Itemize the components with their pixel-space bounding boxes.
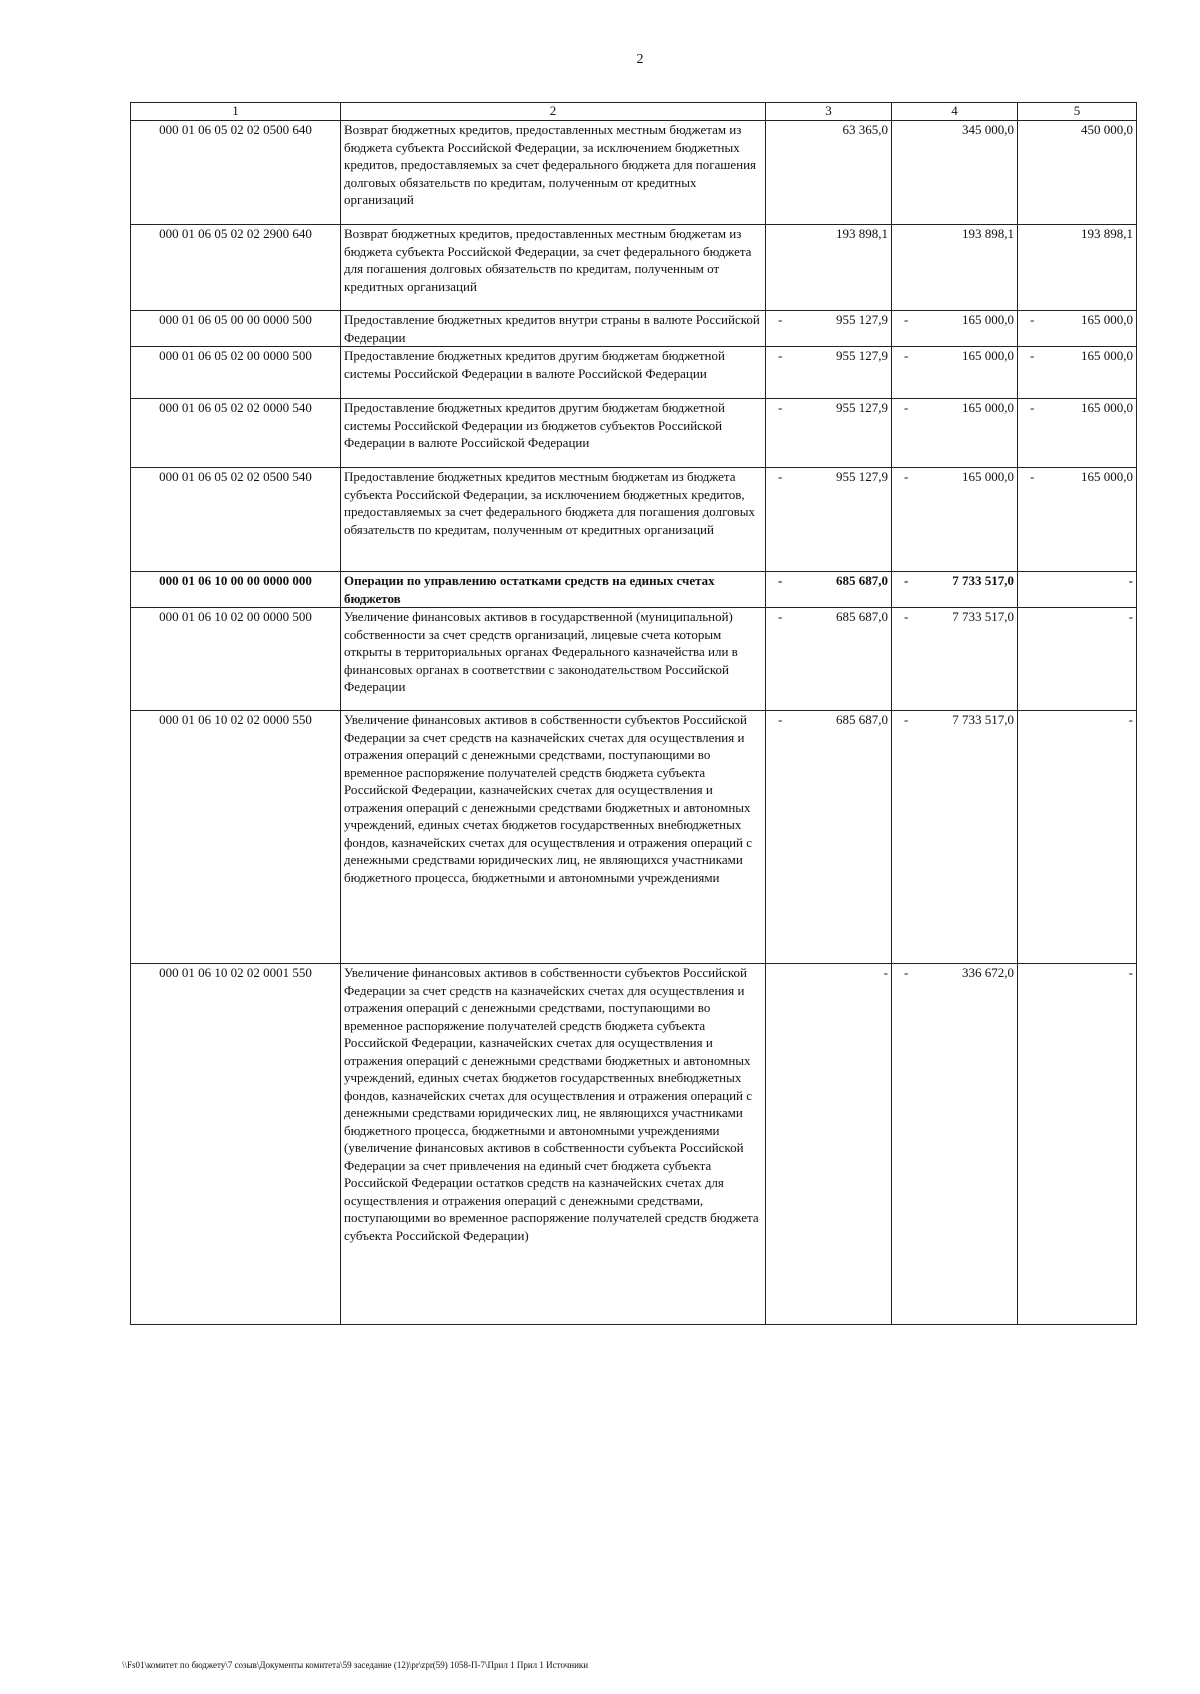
table-body — [131, 121, 1137, 1325]
row-amount-col5: - — [1128, 712, 1133, 727]
row-value-col3 — [766, 311, 892, 347]
row-amount-col4: 165 000,0 — [962, 312, 1014, 327]
row-code: 000 01 06 10 02 00 0000 500 — [131, 608, 341, 711]
row-name: Предоставление бюджетных кредитов другим бюджетам бюджетной системы Российской Федерации в валюте Российской Федерации — [341, 347, 766, 399]
column-header-2: 2 — [341, 103, 766, 121]
row-amount-col4: 193 898,1 — [962, 226, 1014, 241]
row-amount-col4: 165 000,0 — [962, 400, 1014, 415]
row-amount-col5: 165 000,0 — [1081, 312, 1133, 327]
file-path-footer: \\Fs01\комитет по бюджету\7 созыв\Документы комитета\59 заседание (12)\pr\zpr(59) 1058-П-7\Прил 1 Прил 1 Источники — [122, 1660, 589, 1670]
table-row — [131, 711, 1137, 964]
row-sign-col3: - — [778, 712, 783, 727]
row-value-col3 — [766, 468, 892, 572]
row-sign-col3: - — [778, 469, 783, 484]
row-value-col3 — [766, 399, 892, 468]
row-amount-col3: 193 898,1 — [836, 226, 888, 241]
row-sign-col3: - — [778, 573, 783, 588]
row-value-col4 — [892, 121, 1018, 225]
row-sign-col4: - — [904, 400, 909, 415]
row-amount-col4: 165 000,0 — [962, 348, 1014, 363]
row-amount-col5: 165 000,0 — [1081, 348, 1133, 363]
row-amount-col3: 955 127,9 — [836, 348, 888, 363]
row-code: 000 01 06 05 02 02 0500 640 — [131, 121, 341, 225]
row-value-col4 — [892, 311, 1018, 347]
row-name: Предоставление бюджетных кредитов местным бюджетам из бюджета субъекта Российской Федерации, за исключением бюджетных кредитов, предоставляемых за счет федерального бюджета для погашения долговых обязательств по кредитам, полученным от кредитных организаций — [341, 468, 766, 572]
row-sign-col5: - — [1030, 400, 1035, 415]
table-row — [131, 121, 1137, 225]
row-value-col4 — [892, 608, 1018, 711]
row-value-col3 — [766, 711, 892, 964]
table-header-row — [131, 103, 1137, 121]
row-amount-col4: 7 733 517,0 — [952, 573, 1014, 588]
row-amount-col5: - — [1128, 609, 1133, 624]
row-code: 000 01 06 05 02 02 0500 540 — [131, 468, 341, 572]
row-sign-col3: - — [778, 348, 783, 363]
row-value-col3 — [766, 572, 892, 608]
table-row — [131, 572, 1137, 608]
row-value-col5 — [1018, 347, 1137, 399]
row-amount-col5: 165 000,0 — [1081, 400, 1133, 415]
row-value-col4 — [892, 964, 1018, 1325]
row-code: 000 01 06 10 00 00 0000 000 — [131, 572, 341, 608]
table-row — [131, 964, 1137, 1325]
row-name: Предоставление бюджетных кредитов другим бюджетам бюджетной системы Российской Федерации из бюджетов субъектов Российской Федерации в валюте Российской Федерации — [341, 399, 766, 468]
row-amount-col4: 345 000,0 — [962, 122, 1014, 137]
row-sign-col5: - — [1030, 348, 1035, 363]
row-value-col5 — [1018, 468, 1137, 572]
row-code: 000 01 06 05 00 00 0000 500 — [131, 311, 341, 347]
row-value-col4 — [892, 399, 1018, 468]
row-amount-col5: 165 000,0 — [1081, 469, 1133, 484]
row-sign-col4: - — [904, 348, 909, 363]
row-sign-col3: - — [778, 400, 783, 415]
table-row — [131, 399, 1137, 468]
row-name: Увеличение финансовых активов в собственности субъектов Российской Федерации за счет средств на казначейских счетах для осуществления и отражения операций с денежными средствами, поступающими во временное распоряжение получателей средств бюджета субъекта Российской Федерации, казначейских счетах для осуществления и отражения операций с денежными средствами бюджетных и автономных учреждений, единых счетах бюджетов государственных внебюджетных фондов, казначейских счетах для осуществления и отражения операций с денежными средствами юридических лиц, не являющихся участниками бюджетного процесса, бюджетными и автономными учреждениями — [341, 711, 766, 964]
row-value-col5 — [1018, 964, 1137, 1325]
column-header-3: 3 — [766, 103, 892, 121]
row-name: Возврат бюджетных кредитов, предоставленных местным бюджетам из бюджета субъекта Российской Федерации, за счет федерального бюджета для погашения долговых обязательств по кредитам, полученным от кредитных организаций — [341, 225, 766, 311]
row-amount-col3: - — [883, 965, 888, 980]
row-sign-col4: - — [904, 609, 909, 624]
row-value-col5 — [1018, 121, 1137, 225]
row-code: 000 01 06 10 02 02 0000 550 — [131, 711, 341, 964]
row-sign-col4: - — [904, 965, 909, 980]
row-amount-col3: 685 687,0 — [836, 573, 888, 588]
row-sign-col4: - — [904, 712, 909, 727]
row-sign-col3: - — [778, 609, 783, 624]
row-amount-col5: - — [1128, 965, 1133, 980]
row-name: Увеличение финансовых активов в собственности субъектов Российской Федерации за счет средств на казначейских счетах для осуществления и отражения операций с денежными средствами, поступающими во временное распоряжение получателей средств бюджета субъекта Российской Федерации, казначейских счетах для осуществления и отражения операций с денежными средствами бюджетных и автономных учреждений, единых счетах бюджетов государственных внебюджетных фондов, казначейских счетах для осуществления и отражения операций с денежными средствами юридических лиц, не являющихся участниками бюджетного процесса, бюджетными и автономными учреждениями (увеличение финансовых активов в собственности субъекта Российской Федерации за счет привлечения на единый счет бюджета субъекта Российской Федерации остатков средств на казначейских счетах для осуществления и отражения операций с денежными средствами, поступающими во временное распоряжение получателей средств бюджета субъекта Российской Федерации) — [341, 964, 766, 1325]
table-row — [131, 347, 1137, 399]
row-code: 000 01 06 05 02 02 0000 540 — [131, 399, 341, 468]
table-row — [131, 468, 1137, 572]
row-sign-col4: - — [904, 469, 909, 484]
row-name: Операции по управлению остатками средств на единых счетах бюджетов — [341, 572, 766, 608]
column-header-4: 4 — [892, 103, 1018, 121]
row-value-col4 — [892, 711, 1018, 964]
row-value-col5 — [1018, 225, 1137, 311]
row-value-col4 — [892, 572, 1018, 608]
row-value-col3 — [766, 964, 892, 1325]
row-value-col5 — [1018, 572, 1137, 608]
row-sign-col5: - — [1030, 469, 1035, 484]
row-value-col5 — [1018, 711, 1137, 964]
row-code: 000 01 06 05 02 00 0000 500 — [131, 347, 341, 399]
row-amount-col5: - — [1128, 573, 1133, 588]
row-code: 000 01 06 05 02 02 2900 640 — [131, 225, 341, 311]
row-value-col3 — [766, 225, 892, 311]
row-amount-col3: 63 365,0 — [842, 122, 888, 137]
row-amount-col5: 193 898,1 — [1081, 226, 1133, 241]
row-value-col5 — [1018, 608, 1137, 711]
column-header-1: 1 — [131, 103, 341, 121]
row-value-col5 — [1018, 399, 1137, 468]
row-value-col4 — [892, 468, 1018, 572]
row-amount-col4: 7 733 517,0 — [952, 609, 1014, 624]
table-row — [131, 608, 1137, 711]
row-code: 000 01 06 10 02 02 0001 550 — [131, 964, 341, 1325]
row-amount-col3: 685 687,0 — [836, 609, 888, 624]
row-amount-col3: 955 127,9 — [836, 400, 888, 415]
row-amount-col3: 685 687,0 — [836, 712, 888, 727]
table-row — [131, 225, 1137, 311]
row-value-col4 — [892, 225, 1018, 311]
row-name: Увеличение финансовых активов в государственной (муниципальной) собственности за счет средств организаций, лицевые счета которым открыты в территориальных органах Федерального казначейства или в финансовых органах в соответствии с законодательством Российской Федерации — [341, 608, 766, 711]
row-value-col3 — [766, 121, 892, 225]
row-value-col3 — [766, 347, 892, 399]
row-amount-col4: 7 733 517,0 — [952, 712, 1014, 727]
page-number: 2 — [636, 52, 644, 67]
row-sign-col3: - — [778, 312, 783, 327]
row-value-col3 — [766, 608, 892, 711]
row-amount-col5: 450 000,0 — [1081, 122, 1133, 137]
row-amount-col4: 165 000,0 — [962, 469, 1014, 484]
row-amount-col4: 336 672,0 — [962, 965, 1014, 980]
sources-table — [130, 102, 1137, 1325]
row-name: Предоставление бюджетных кредитов внутри страны в валюте Российской Федерации — [341, 311, 766, 347]
row-value-col5 — [1018, 311, 1137, 347]
row-sign-col5: - — [1030, 312, 1035, 327]
table-row — [131, 311, 1137, 347]
row-amount-col3: 955 127,9 — [836, 312, 888, 327]
row-sign-col4: - — [904, 312, 909, 327]
column-header-5: 5 — [1018, 103, 1137, 121]
row-name: Возврат бюджетных кредитов, предоставленных местным бюджетам из бюджета субъекта Российской Федерации, за исключением бюджетных кредитов, предоставляемых за счет федерального бюджета для погашения долговых обязательств по кредитам, полученным от кредитных организаций — [341, 121, 766, 225]
row-amount-col3: 955 127,9 — [836, 469, 888, 484]
row-sign-col4: - — [904, 573, 909, 588]
row-value-col4 — [892, 347, 1018, 399]
